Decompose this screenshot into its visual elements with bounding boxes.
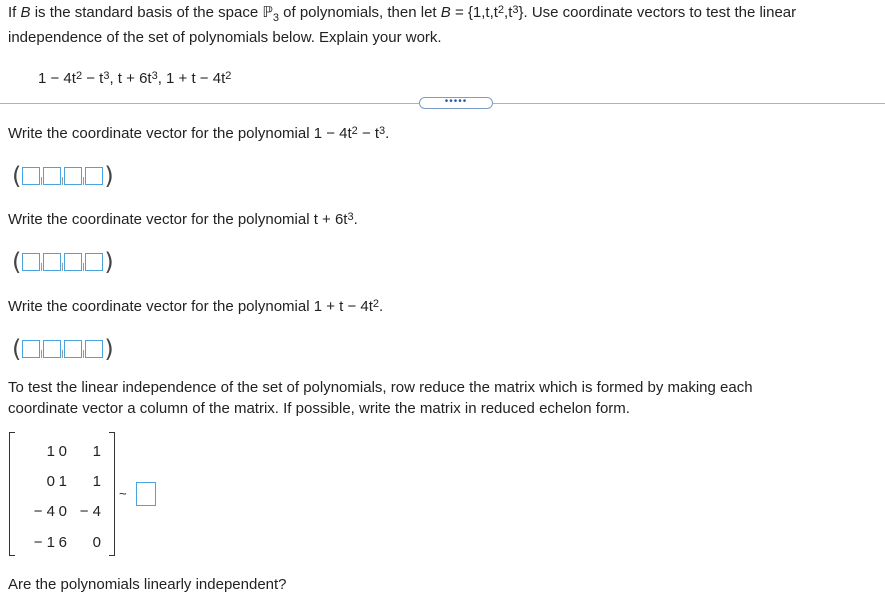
matrix-cell: − 4 [33, 503, 55, 520]
vector1-entry-2[interactable] [43, 167, 61, 185]
matrix-cell: 6 [58, 534, 67, 551]
row-equivalent-symbol: ~ [119, 486, 127, 501]
problem-intro-line2: independence of the set of polynomials below. Explain your work. [8, 29, 442, 46]
matrix-cell: 1 [92, 443, 101, 460]
matrix-right-bracket [109, 432, 115, 556]
vector2-entry-3[interactable] [64, 253, 82, 271]
vector2-entry-2[interactable] [43, 253, 61, 271]
question-coordinate-vector-1: Write the coordinate vector for the polynomial $1 - 4t^2 - t^3$. [8, 125, 390, 142]
expand-button[interactable]: ••••• [419, 97, 493, 109]
matrix-cell: 0 [92, 534, 101, 551]
row-reduce-instruction-line2: coordinate vector a column of the matrix. If possible, write the matrix in reduced echelon form. [8, 400, 630, 417]
matrix-cell: − 4 [79, 503, 101, 520]
vector1-entry-4[interactable] [85, 167, 103, 185]
matrix-cell: 1 [58, 473, 67, 490]
matrix-cell: 0 [46, 473, 55, 490]
coefficient-matrix [9, 432, 115, 556]
vector3-entry-1[interactable] [22, 340, 40, 358]
vector1-entry-3[interactable] [64, 167, 82, 185]
row-reduce-instruction-line1: To test the linear independence of the set of polynomials, row reduce the matrix which is formed by making each [8, 379, 753, 396]
problem-intro-line1: If B is the standard basis of the space ℙ$_3$ of polynomials, then let $B = \{1,t,t^2,t^3\}$. Use coordinate vectors to test the linear [8, 4, 797, 24]
matrix-cell: 0 [58, 443, 67, 460]
matrix-cell: − 1 [33, 534, 55, 551]
vector2-entry-4[interactable] [85, 253, 103, 271]
coordinate-vector-input-3: ( ) [12, 335, 114, 363]
matrix-cell: 1 [46, 443, 55, 460]
question-coordinate-vector-2: Write the coordinate vector for the polynomial $t + 6t^3$. [8, 211, 358, 228]
matrix-left-bracket [9, 432, 15, 556]
reduced-matrix-input[interactable] [136, 482, 156, 506]
final-question: Are the polynomials linearly independent? [8, 576, 287, 593]
matrix-cell: 1 [92, 473, 101, 490]
vector3-entry-4[interactable] [85, 340, 103, 358]
question-coordinate-vector-3: Write the coordinate vector for the polynomial $1 + t - 4t^2$. [8, 298, 384, 315]
vector3-entry-3[interactable] [64, 340, 82, 358]
vector3-entry-2[interactable] [43, 340, 61, 358]
polynomial-set: $1 - 4t^2 - t^3$, $t + 6t^3$, $1 + t - 4t^2$ [38, 70, 232, 87]
matrix-cell: 0 [58, 503, 67, 520]
vector2-entry-1[interactable] [22, 253, 40, 271]
coordinate-vector-input-2: ( ) [12, 248, 114, 276]
coordinate-vector-input-1: ( ) [12, 162, 114, 190]
vector1-entry-1[interactable] [22, 167, 40, 185]
